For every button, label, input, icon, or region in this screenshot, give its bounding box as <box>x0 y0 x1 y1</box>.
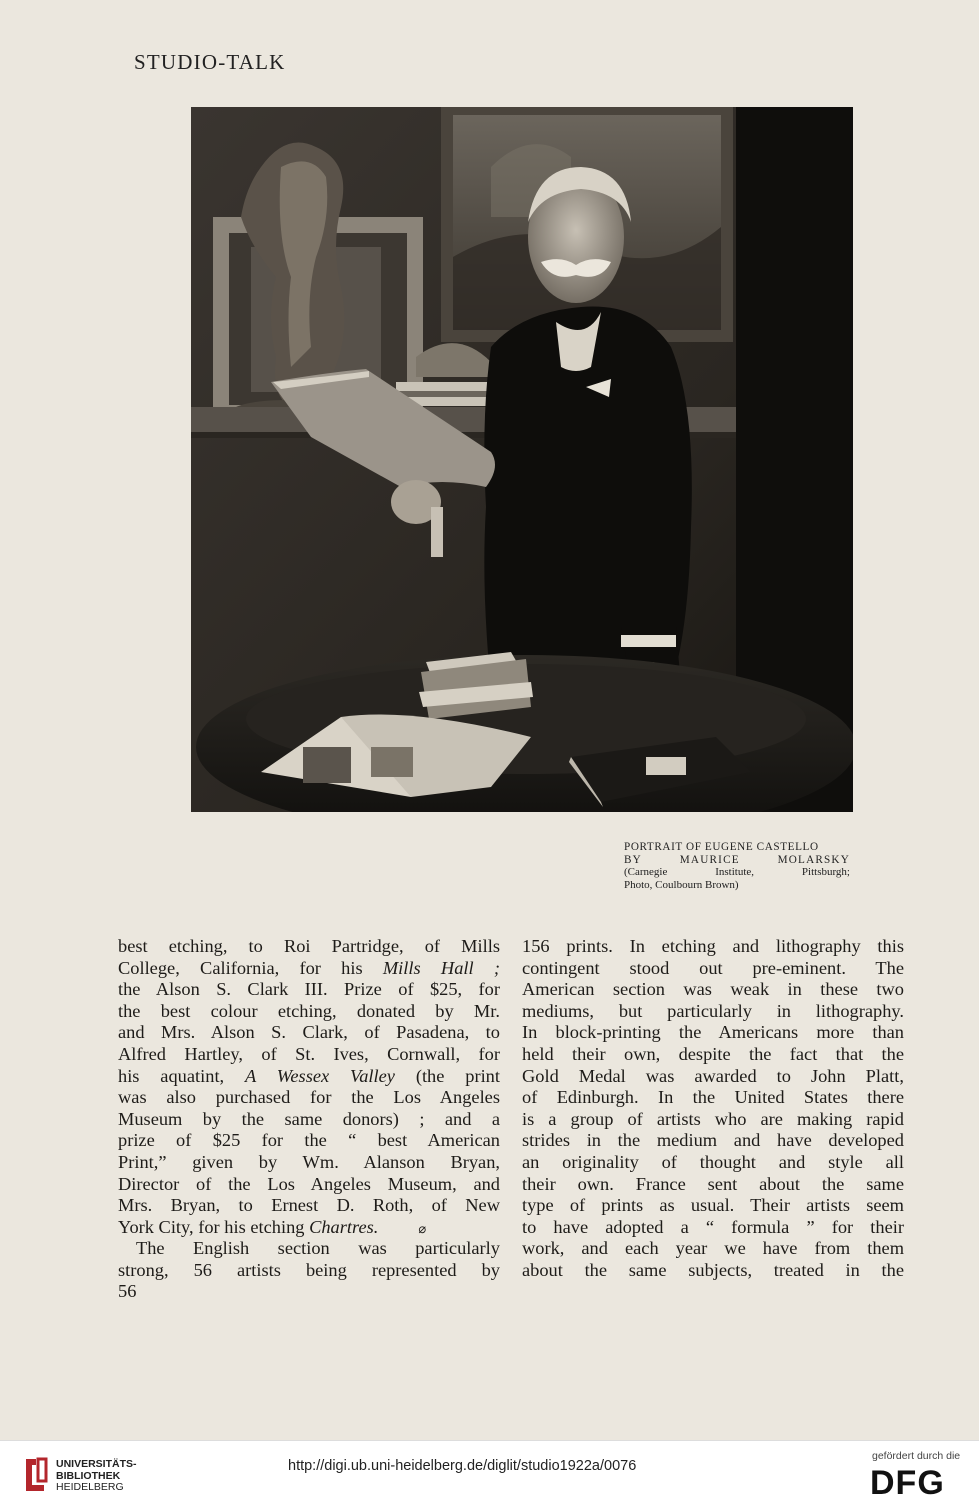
text-line: to have adopted a “ formula ” for their <box>522 1216 904 1237</box>
text-line: held their own, despite the fact that the <box>522 1043 904 1064</box>
caption-word: BY <box>624 853 642 866</box>
caption-word: MOLARSKY <box>777 853 850 866</box>
text-line: mediums, but particularly in lithography. <box>522 1000 904 1021</box>
text-line: the Alson S. Clark III. Prize of $25, for <box>118 979 500 1000</box>
text-line <box>118 1217 500 1239</box>
dfg-logo[interactable]: DFG <box>870 1464 945 1502</box>
text-line: Museum by the same donors) ; and a <box>118 1108 500 1129</box>
plate-caption <box>624 841 850 891</box>
text-line: The English section was particularly <box>136 1238 500 1259</box>
text-line: 156 prints. In etching and lithography this <box>522 936 904 956</box>
text-line: Director of the Los Angeles Museum, and <box>118 1173 500 1194</box>
text-line: Print,” given by Wm. Alanson Bryan, <box>118 1151 500 1172</box>
funded-by-label: gefördert durch die <box>872 1450 961 1462</box>
text-line: was also purchased for the Los Angeles <box>118 1087 500 1108</box>
text-line: Gold Medal was awarded to John Platt, <box>522 1065 904 1086</box>
text-line: Alfred Hartley, of St. Ives, Cornwall, for <box>118 1043 500 1064</box>
caption-artist <box>624 854 850 867</box>
library-logo-icon <box>22 1455 50 1495</box>
library-line: BIBLIOTHEK <box>56 1469 121 1482</box>
italic-title: A Wessex Valley <box>245 1065 395 1086</box>
caption-word: MAURICE <box>679 853 740 866</box>
text-line: the best colour etching, donated by Mr. <box>118 1000 500 1021</box>
text-line <box>118 1066 500 1088</box>
text-line: Mrs. Bryan, to Ernest D. Roth, of New <box>118 1195 500 1216</box>
text-line: type of prints as usual. Their artists seem <box>522 1195 904 1216</box>
text-column-right <box>522 936 904 1282</box>
text-line: In block-printing the Americans more than <box>522 1022 904 1043</box>
text-line: strides in the medium and have developed <box>522 1130 904 1151</box>
italic-title: Chartres. <box>309 1216 379 1237</box>
text-line: strong, 56 artists being represented by <box>118 1259 500 1280</box>
text-line: prize of $25 for the “ best American <box>118 1130 500 1151</box>
text-line <box>118 958 500 980</box>
caption-photo-credit: Photo, Coulbourn Brown) <box>624 878 739 891</box>
running-head: STUDIO-TALK <box>134 50 286 74</box>
library-line: UNIVERSITÄTS- <box>56 1458 137 1470</box>
text-line: best etching, to Roi Partridge, of Mills <box>118 936 500 956</box>
text-span: (the print <box>394 1065 500 1086</box>
text-line: work, and each year we have from them <box>522 1238 904 1259</box>
permalink-url[interactable]: http://digi.ub.uni-heidelberg.de/diglit/studio1922a/0076 <box>288 1458 637 1474</box>
text-column-left <box>118 936 500 1282</box>
text-line: is a group of artists who are making rapid <box>522 1108 904 1129</box>
footer-bar <box>0 1440 979 1511</box>
caption-credit: (Carnegie Institute, Pittsburgh; <box>624 866 850 879</box>
caption-title: PORTRAIT OF EUGENE CASTELLO <box>624 841 819 853</box>
text-span: York City, for his etching <box>118 1216 310 1237</box>
library-line: HEIDELBERG <box>56 1481 124 1493</box>
italic-title: Mills Hall ; <box>382 957 500 978</box>
text-line: their own. France sent about the same <box>522 1173 904 1194</box>
text-line: of Edinburgh. In the United States there <box>522 1087 904 1108</box>
portrait-plate <box>191 107 853 812</box>
page-number: 56 <box>118 1281 137 1301</box>
text-line: American section was weak in these two <box>522 979 904 1000</box>
text-line: about the same subjects, treated in the <box>522 1259 904 1280</box>
text-line: an originality of thought and style all <box>522 1151 904 1172</box>
text-line: and Mrs. Alson S. Clark, of Pasadena, to <box>118 1022 500 1043</box>
text-span: his aquatint, <box>118 1065 245 1086</box>
text-line: contingent stood out pre-eminent. The <box>522 957 904 978</box>
text-span: College, California, for his <box>118 957 383 978</box>
portrait-illustration <box>191 107 853 812</box>
library-name[interactable] <box>56 1459 137 1494</box>
ornament-icon: ⌀ <box>418 1220 427 1236</box>
